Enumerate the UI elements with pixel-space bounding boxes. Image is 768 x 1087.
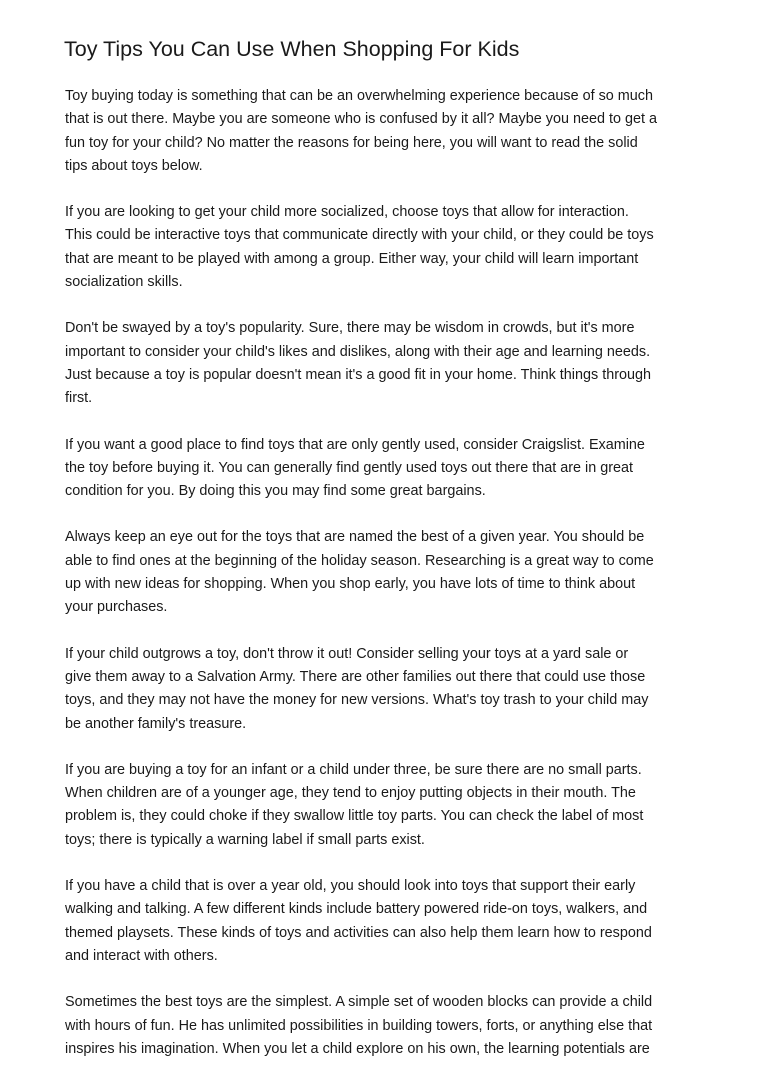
- paragraph-line: This could be interactive toys that communicate directly with your child, or they could be toys: [65, 227, 654, 244]
- paragraph-line: socialization skills.: [65, 274, 183, 291]
- paragraph: [65, 991, 725, 1061]
- paragraph-line: that is out there. Maybe you are someone who is confused by it all? Maybe you need to get a: [65, 111, 657, 128]
- paragraph-line: When children are of a younger age, they tend to enjoy putting objects in their mouth. The: [65, 785, 636, 802]
- paragraph: [65, 875, 725, 968]
- paragraph: [65, 317, 725, 410]
- paragraph-line: If your child outgrows a toy, don't throw it out! Consider selling your toys at a yard sale or: [65, 645, 629, 662]
- paragraph-line: If you are buying a toy for an infant or a child under three, be sure there are no small parts.: [65, 761, 642, 778]
- paragraph-line: tips about toys below.: [65, 157, 203, 174]
- paragraph-line: up with new ideas for shopping. When you shop early, you have lots of time to think about: [65, 576, 636, 593]
- paragraph-line: Don't be swayed by a toy's popularity. Sure, there may be wisdom in crowds, but it's more: [65, 320, 635, 337]
- paragraph-line: first.: [65, 390, 93, 407]
- paragraph: [65, 201, 725, 294]
- paragraph-line: Sometimes the best toys are the simplest. A simple set of wooden blocks can provide a child: [65, 994, 653, 1011]
- paragraph-line: fun toy for your child? No matter the reasons for being here, you will want to read the solid: [65, 134, 638, 151]
- paragraph: [65, 643, 725, 736]
- article-body: [65, 85, 725, 1084]
- paragraph: [65, 759, 725, 852]
- paragraph-line: toys; there is typically a warning label if small parts exist.: [65, 831, 425, 848]
- paragraph-line: themed playsets. These kinds of toys and activities can also help them learn how to respond: [65, 924, 652, 941]
- paragraph-line: the toy before buying it. You can generally find gently used toys out there that are in great: [65, 459, 634, 476]
- paragraph: [65, 526, 725, 619]
- paragraph-line: able to find ones at the beginning of the holiday season. Researching is a great way to come: [65, 552, 654, 569]
- paragraph-line: and interact with others.: [65, 947, 218, 964]
- paragraph-line: be another family's treasure.: [65, 715, 247, 732]
- paragraph-line: problem is, they could choke if they swallow little toy parts. You can check the label of most: [65, 808, 644, 825]
- paragraph-line: your purchases.: [65, 599, 168, 616]
- paragraph: [65, 85, 725, 178]
- paragraph: [65, 434, 725, 504]
- paragraph-line: that are meant to be played with among a group. Either way, your child will learn important: [65, 250, 639, 267]
- paragraph-line: condition for you. By doing this you may find some great bargains.: [65, 483, 486, 500]
- paragraph-line: with hours of fun. He has unlimited possibilities in building towers, forts, or anything else that: [65, 1017, 653, 1034]
- paragraph-line: important to consider your child's likes and dislikes, along with their age and learning needs.: [65, 343, 651, 360]
- paragraph-line: Toy buying today is something that can be an overwhelming experience because of so much: [65, 88, 653, 104]
- paragraph-line: give them away to a Salvation Army. There are other families out there that could use those: [65, 668, 646, 685]
- paragraph-line: If you want a good place to find toys that are only gently used, consider Craigslist. Examine: [65, 436, 645, 453]
- paragraph-line: walking and talking. A few different kinds include battery powered ride-on toys, walkers, and: [65, 901, 648, 918]
- paragraph-line: Always keep an eye out for the toys that are named the best of a given year. You should be: [65, 529, 645, 546]
- page-title: Toy Tips You Can Use When Shopping For Kids: [64, 37, 520, 61]
- paragraph-line: Just because a toy is popular doesn't mean it's a good fit in your home. Think things through: [65, 366, 651, 383]
- paragraph-line: inspires his imagination. When you let a child explore on his own, the learning potentials are: [65, 1040, 650, 1057]
- paragraph-line: If you are looking to get your child more socialized, choose toys that allow for interaction.: [65, 204, 629, 221]
- paragraph-line: If you have a child that is over a year old, you should look into toys that support their early: [65, 878, 636, 895]
- paragraph-line: toys, and they may not have the money for new versions. What's toy trash to your child may: [65, 692, 649, 709]
